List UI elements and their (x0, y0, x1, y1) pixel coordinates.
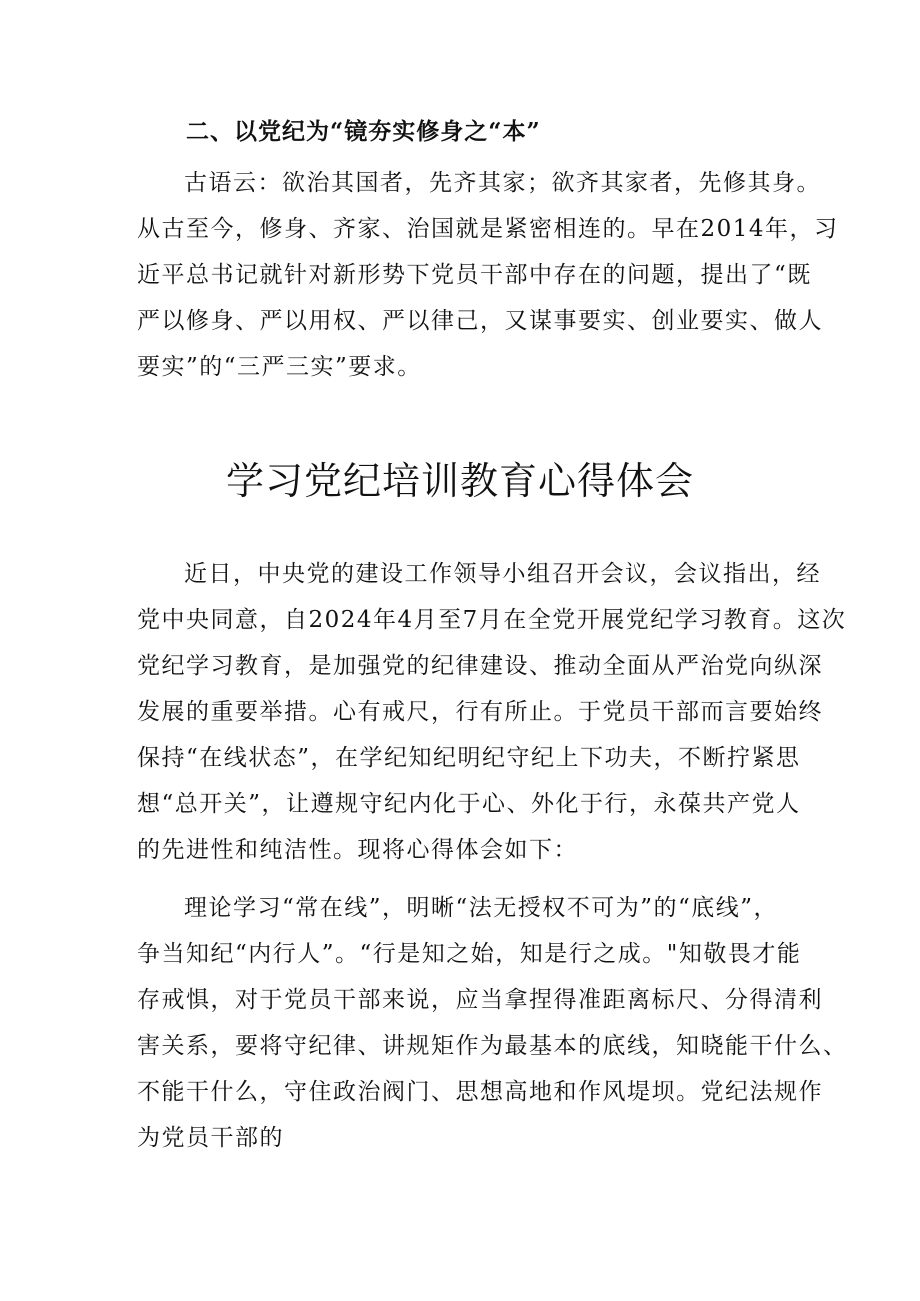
document-title: 学习党纪培训教育心得体会 (225, 459, 694, 503)
paragraph-line: 古语云：欲治其国者，先齐其家；欲齐其家者，先修其身。 (184, 170, 821, 196)
paragraph-line: 争当知纪“内行人”。“行是知之始，知是行之成。"知敬畏才能 (137, 941, 802, 967)
paragraph-line: 严以修身、严以用权、严以律己，又谋事要实、创业要实、做人 (137, 308, 823, 334)
paragraph-line: 的先进性和纯洁性。现将心得体会如下： (137, 837, 578, 863)
paragraph-line: 从古至今，修身、齐家、治国就是紧密相连的。早在2014年，习 (137, 216, 839, 242)
paragraph-line: 害关系，要将守纪律、讲规矩作为最基本的底线，知晓能干什么、 (137, 1033, 848, 1059)
paragraph-line: 保持“在线状态”，在学纪知纪明纪守纪上下功夫，不断拧紧思 (137, 745, 801, 771)
paragraph-line: 为党员干部的 (137, 1125, 284, 1151)
paragraph-line: 不能干什么，守住政治阀门、思想高地和作风堤坝。党纪法规作 (137, 1079, 823, 1105)
paragraph-line: 要实”的“三严三实”要求。 (137, 354, 422, 380)
paragraph-1 (137, 160, 839, 390)
paragraph-line: 理论学习“常在线”，明晰“法无授权不可为”的“底线”， (184, 895, 779, 921)
paragraph-line: 想“总开关”，让遵规守纪内化于心、外化于行，永葆共产党人 (137, 791, 801, 817)
paragraph-2 (137, 551, 847, 873)
paragraph-line: 近平总书记就针对新形势下党员干部中存在的问题，提出了“既 (137, 262, 812, 288)
paragraph-line: 党中央同意，自2024年4月至7月在全党开展党纪学习教育。这次 (137, 607, 847, 633)
paragraph-line: 存戒惧，对于党员干部来说，应当拿捏得准距离标尺、分得清利 (137, 987, 823, 1013)
paragraph-3 (137, 885, 848, 1161)
paragraph-line: 近日，中央党的建设工作领导小组召开会议，会议指出，经 (184, 561, 821, 587)
section-heading: 二、以党纪为“镜夯实修身之“本” (186, 118, 541, 145)
paragraph-line: 发展的重要举措。心有戒尺，行有所止。于党员干部而言要始终 (137, 699, 823, 725)
paragraph-line: 党纪学习教育，是加强党的纪律建设、推动全面从严治党向纵深 (137, 653, 823, 679)
